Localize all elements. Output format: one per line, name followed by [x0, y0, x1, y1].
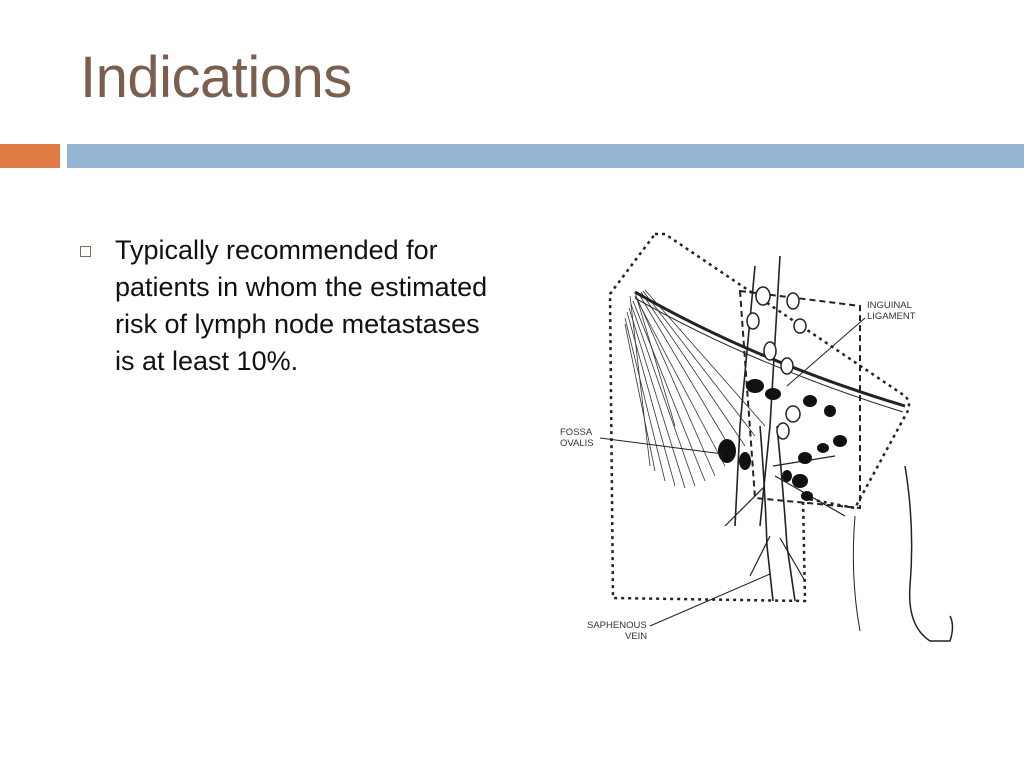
saphenous-label: SAPHENOUS	[587, 620, 647, 631]
ligament-label: LIGAMENT	[867, 311, 916, 322]
square-bullet-icon	[80, 246, 91, 257]
saphenous-leader	[650, 574, 770, 626]
vein-label: VEIN	[625, 631, 648, 642]
title-accent-bar	[0, 144, 60, 168]
fossa-label: FOSSA	[560, 427, 593, 438]
inguinal-label: INGUINAL	[867, 300, 912, 311]
ovalis-label: OVALIS	[560, 438, 594, 449]
bullet-item: Typically recommended for patients in whom the estimated risk of lymph node metastases is at least 10%.	[115, 235, 488, 376]
leg-outline	[905, 466, 953, 641]
fossa-leader	[600, 438, 723, 454]
slide-title: Indications	[80, 45, 352, 110]
title-divider-bar	[67, 144, 1024, 168]
bullet-list	[80, 232, 500, 380]
inguinal-anatomy-illustration	[555, 226, 955, 656]
